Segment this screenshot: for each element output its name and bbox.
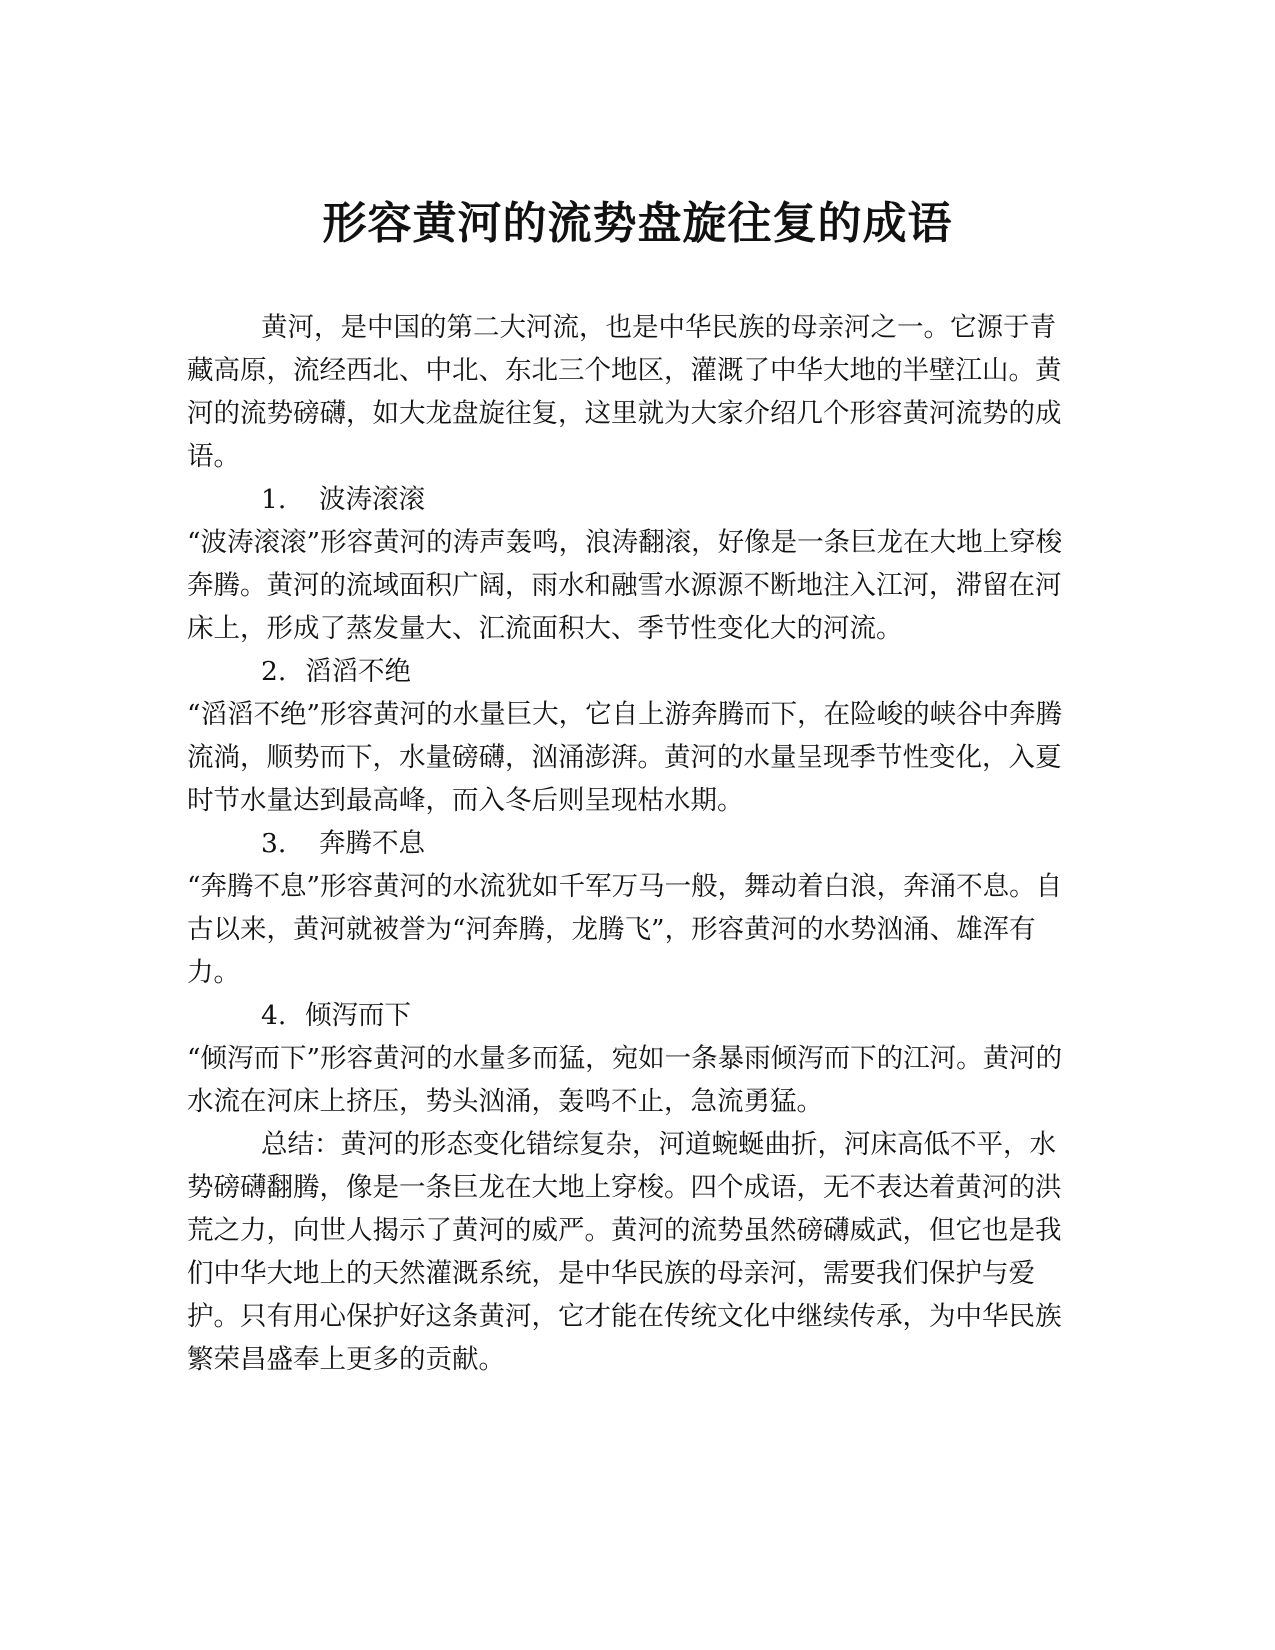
idiom-description-3: “奔腾不息”形容黄河的水流犹如千军万马一般，舞动着白浪，奔涌不息。自古以来，黄河就被誉为“河奔腾，龙腾飞”，形容黄河的水势汹涌、雄浑有力。: [187, 871, 1063, 988]
idiom-description-1: “波涛滚滚”形容黄河的涛声轰鸣，浪涛翻滚，好像是一条巨龙在大地上穿梭奔腾。黄河的流域面积广阔，雨水和融雪水源源不断地注入江河，滞留在河床上，形成了蒸发量大、汇流面积大、季节性变化大的河流。: [187, 527, 1063, 644]
idiom-number: 4.: [261, 1000, 287, 1031]
idiom-number: 2.: [261, 656, 287, 687]
idiom-name: 滔滔不绝: [305, 656, 411, 687]
idiom-number: 3.: [261, 828, 287, 859]
idiom-description-2: “滔滔不绝”形容黄河的水量巨大，它自上游奔腾而下，在险峻的峡谷中奔腾流淌，顺势而下，水量磅礴，汹涌澎湃。黄河的水量呈现季节性变化，入夏时节水量达到最高峰，而入冬后则呈现枯水期。: [187, 699, 1063, 816]
idiom-heading-4: [187, 994, 1072, 1037]
idiom-description-4: “倾泻而下”形容黄河的水量多而猛，宛如一条暴雨倾泻而下的江河。黄河的水流在河床上挤压，势头汹涌，轰鸣不止，急流勇猛。: [187, 1043, 1063, 1117]
document-body: [187, 306, 1072, 1381]
document-title: 形容黄河的流势盘旋往复的成语: [322, 198, 953, 249]
idiom-heading-1: [187, 478, 1072, 521]
idiom-heading-3: [187, 822, 1072, 865]
intro-paragraph: 黄河，是中国的第二大河流，也是中华民族的母亲河之一。它源于青藏高原，流经西北、中北、东北三个地区，灌溉了中华大地的半壁江山。黄河的流势磅礴，如大龙盘旋往复，这里就为大家介绍几个形容黄河流势的成语。: [187, 312, 1062, 472]
idiom-name: 波涛滚滚: [319, 484, 425, 515]
idiom-name: 奔腾不息: [319, 828, 425, 859]
summary-paragraph: 总结：黄河的形态变化错综复杂，河道蜿蜒曲折，河床高低不平，水势磅礴翻腾，像是一条巨龙在大地上穿梭。四个成语，无不表达着黄河的洪荒之力，向世人揭示了黄河的威严。黄河的流势虽然磅礴威武，但它也是我们中华大地上的天然灌溉系统，是中华民族的母亲河，需要我们保护与爱护。只有用心保护好这条黄河，它才能在传统文化中继续传承，为中华民族繁荣昌盛奉上更多的贡献。: [187, 1129, 1062, 1375]
idiom-number: 1.: [261, 484, 287, 515]
idiom-heading-2: [187, 650, 1072, 693]
idiom-name: 倾泻而下: [305, 1000, 411, 1031]
